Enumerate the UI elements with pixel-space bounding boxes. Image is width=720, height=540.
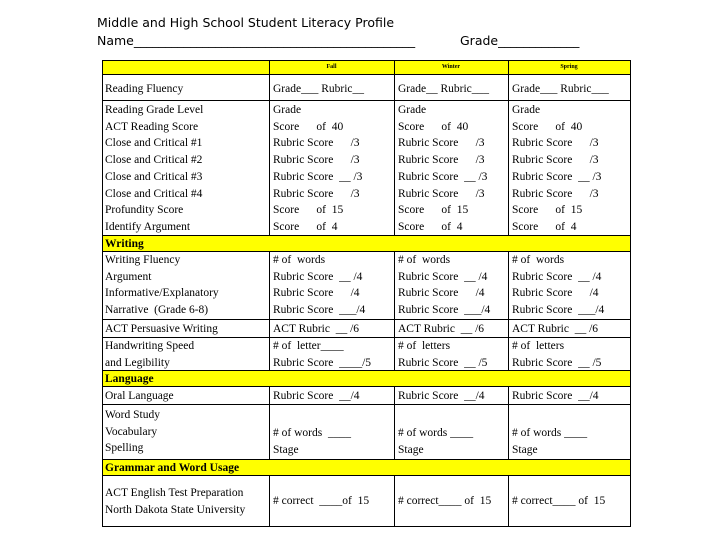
handwriting-fall-field[interactable]: Rubric Score ____/5: [273, 356, 372, 369]
season-winter: Winter: [441, 64, 461, 70]
student-name-line[interactable]: Name_____________________________________________: [97, 33, 416, 48]
reading-winter-field[interactable]: Rubric Score __ /3: [398, 170, 488, 183]
document-title: Middle and High School Student Literacy Profile: [97, 15, 395, 30]
reading-winter-field[interactable]: Grade: [398, 104, 427, 116]
reading-winter-field[interactable]: Score of 4: [398, 220, 463, 233]
reading-fall-field[interactable]: Score of 4: [273, 220, 338, 233]
reading-fall-field[interactable]: Grade: [273, 104, 302, 116]
writing-winter-field[interactable]: Rubric Score __ /4: [398, 270, 488, 283]
reading-fluency-spring[interactable]: Grade___ Rubric___: [512, 83, 609, 95]
word-study-fall-field[interactable]: # of words ____: [273, 427, 351, 439]
oral-language-winter[interactable]: Rubric Score __/4: [398, 390, 485, 402]
act-persuasive-winter[interactable]: ACT Rubric __ /6: [398, 323, 485, 335]
writing-fall-field[interactable]: # of words: [273, 254, 326, 266]
reading-fall-field[interactable]: Rubric Score /3: [273, 154, 360, 167]
act-english-spring[interactable]: # correct____ of 15: [512, 495, 606, 507]
writing-fall-field[interactable]: Rubric Score ___/4: [273, 304, 366, 317]
handwriting-label: Handwriting Speed: [105, 340, 195, 352]
season-fall: Fall: [326, 64, 337, 70]
act-english-label: ACT English Test Preparation: [105, 487, 244, 499]
reading-label: Close and Critical #1: [105, 137, 203, 150]
student-grade-line[interactable]: Grade_____________: [460, 33, 580, 48]
reading-label: Close and Critical #3: [105, 170, 203, 183]
handwriting-fall-field[interactable]: # of letter____: [273, 340, 344, 352]
act-english-fall[interactable]: # correct ____of 15: [273, 495, 370, 507]
reading-fall-field[interactable]: Score of 40: [273, 120, 344, 133]
reading-assessment-row: [102, 100, 631, 236]
writing-winter-field[interactable]: Rubric Score ___/4: [398, 304, 491, 317]
reading-fall-field[interactable]: Rubric Score __ /3: [273, 170, 363, 183]
writing-label: Narrative (Grade 6-8): [105, 304, 209, 317]
handwriting-spring-field[interactable]: # of letters: [512, 340, 565, 352]
word-study-fall-field[interactable]: Stage: [273, 443, 299, 456]
language-section-header: Language: [105, 373, 154, 385]
word-study-spring-field[interactable]: Stage: [512, 443, 538, 456]
season-header-row: [102, 60, 631, 74]
grammar-section-row: [102, 459, 631, 476]
act-persuasive-fall[interactable]: ACT Rubric __ /6: [273, 323, 360, 335]
writing-winter-field[interactable]: Rubric Score /4: [398, 287, 485, 300]
word-study-winter-field[interactable]: # of words ____: [398, 427, 474, 439]
writing-spring-field[interactable]: # of words: [512, 254, 565, 266]
writing-section-header: Writing: [105, 238, 144, 250]
handwriting-label: and Legibility: [105, 356, 170, 369]
reading-spring-field[interactable]: Grade: [512, 104, 541, 116]
act-persuasive-row: [102, 319, 631, 338]
act-english-label: North Dakota State University: [105, 503, 246, 516]
writing-spring-field[interactable]: Rubric Score ___/4: [512, 304, 605, 317]
word-study-winter-field[interactable]: Stage: [398, 443, 424, 456]
word-study-label: Spelling: [105, 442, 144, 455]
word-study-label: Word Study: [105, 409, 160, 421]
handwriting-winter-field[interactable]: Rubric Score __ /5: [398, 356, 488, 369]
oral-language-fall[interactable]: Rubric Score __/4: [273, 390, 360, 402]
grammar-section-header: Grammar and Word Usage: [105, 462, 240, 474]
reading-spring-field[interactable]: Rubric Score __ /3: [512, 170, 602, 183]
writing-label: Writing Fluency: [105, 254, 181, 266]
reading-fall-field[interactable]: Rubric Score /3: [273, 137, 360, 150]
act-english-winter[interactable]: # correct____ of 15: [398, 495, 492, 507]
reading-winter-field[interactable]: Rubric Score /3: [398, 137, 485, 150]
reading-fluency-label: Reading Fluency: [105, 83, 184, 95]
reading-spring-field[interactable]: Score of 15: [512, 204, 583, 217]
writing-label: Argument: [105, 270, 152, 283]
reading-label: Profundity Score: [105, 204, 184, 217]
reading-fluency-fall[interactable]: Grade___ Rubric__: [273, 83, 365, 95]
reading-spring-field[interactable]: Rubric Score /3: [512, 137, 599, 150]
reading-winter-field[interactable]: Score of 15: [398, 204, 469, 217]
reading-winter-field[interactable]: Rubric Score /3: [398, 187, 485, 200]
reading-winter-field[interactable]: Score of 40: [398, 120, 469, 133]
act-english-row: [102, 475, 631, 527]
reading-fall-field[interactable]: Rubric Score /3: [273, 187, 360, 200]
reading-fall-field[interactable]: Score of 15: [273, 204, 344, 217]
reading-label: Close and Critical #4: [105, 187, 203, 200]
word-study-label: Vocabulary: [105, 425, 158, 438]
writing-section-row: [102, 235, 631, 252]
oral-language-spring[interactable]: Rubric Score __/4: [512, 390, 599, 402]
writing-spring-field[interactable]: Rubric Score /4: [512, 287, 599, 300]
reading-label: Identify Argument: [105, 220, 191, 233]
reading-spring-field[interactable]: Score of 40: [512, 120, 583, 133]
writing-assessment-row: [102, 251, 631, 320]
writing-fall-field[interactable]: Rubric Score __ /4: [273, 270, 363, 283]
oral-language-row: [102, 386, 631, 405]
word-study-spring-field[interactable]: # of words ____: [512, 427, 588, 439]
writing-label: Informative/Explanatory: [105, 287, 219, 300]
reading-label: ACT Reading Score: [105, 120, 199, 133]
oral-language-label: Oral Language: [105, 390, 174, 402]
language-section-row: [102, 370, 631, 387]
reading-fluency-winter[interactable]: Grade__ Rubric___: [398, 83, 490, 95]
reading-fluency-row: [102, 74, 631, 101]
reading-label: Reading Grade Level: [105, 104, 204, 116]
writing-spring-field[interactable]: Rubric Score __ /4: [512, 270, 602, 283]
word-study-row: [102, 404, 631, 460]
reading-spring-field[interactable]: Score of 4: [512, 220, 577, 233]
reading-spring-field[interactable]: Rubric Score /3: [512, 154, 599, 167]
act-persuasive-label: ACT Persuasive Writing: [105, 323, 218, 335]
reading-spring-field[interactable]: Rubric Score /3: [512, 187, 599, 200]
writing-winter-field[interactable]: # of words: [398, 254, 451, 266]
handwriting-spring-field[interactable]: Rubric Score __ /5: [512, 356, 602, 369]
handwriting-winter-field[interactable]: # of letters: [398, 340, 451, 352]
reading-label: Close and Critical #2: [105, 154, 203, 167]
reading-winter-field[interactable]: Rubric Score /3: [398, 154, 485, 167]
writing-fall-field[interactable]: Rubric Score /4: [273, 287, 360, 300]
handwriting-row: [102, 337, 631, 371]
season-spring: Spring: [560, 64, 578, 70]
act-persuasive-spring[interactable]: ACT Rubric __ /6: [512, 323, 599, 335]
